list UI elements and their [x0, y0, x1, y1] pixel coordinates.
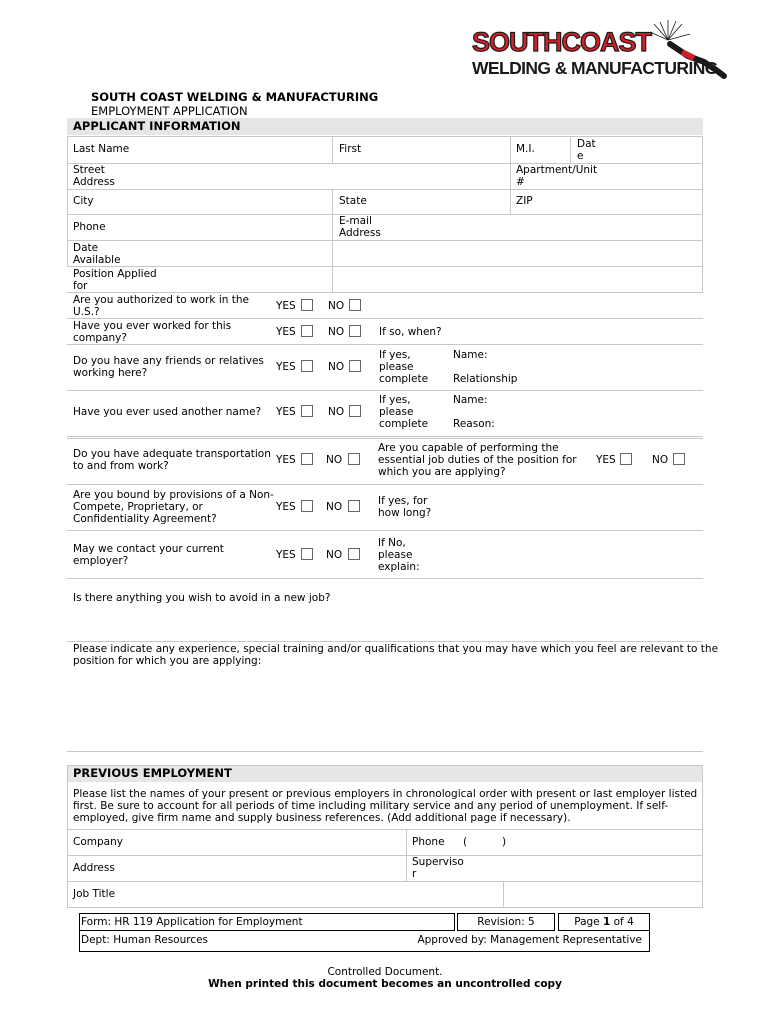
worked-before-no-checkbox[interactable] — [349, 325, 361, 337]
footer-page-suffix: of 4 — [610, 916, 634, 928]
friends-yes-label: YES — [276, 361, 296, 373]
contact-yes-label: YES — [276, 549, 296, 561]
logo-line-1: SOUTHCOAST — [472, 27, 651, 57]
worked-before-yes-checkbox[interactable] — [301, 325, 313, 337]
footer-page — [559, 915, 649, 930]
prev-phone-label: Phone — [412, 836, 445, 848]
footer-page-box — [558, 913, 650, 931]
worked-before-yes-label: YES — [276, 326, 296, 338]
friends-no-label: NO — [328, 361, 345, 373]
company-name: SOUTH COAST WELDING & MANUFACTURING — [91, 90, 379, 104]
friends-question: Do you have any friends or relatives working here? — [73, 355, 264, 379]
if-so-when-label: If so, when? — [379, 326, 442, 338]
worked-before-no-label: NO — [328, 326, 345, 338]
friends-yes-checkbox[interactable] — [301, 360, 313, 372]
prev-address-label: Address — [73, 862, 115, 874]
street-address-label: Street Address — [73, 164, 115, 188]
capable-no-label: NO — [652, 454, 669, 466]
prev-phone-paren-close: ) — [502, 836, 507, 848]
contact-yes-checkbox[interactable] — [301, 548, 313, 560]
friends-name-label: Name: — [453, 349, 488, 361]
middle-initial-label: M.I. — [516, 143, 535, 155]
prev-job-title-label: Job Title — [73, 888, 116, 900]
prev-supervisor-label: Superviso r — [412, 856, 464, 880]
other-name-question: Have you ever used another name? — [73, 406, 262, 418]
other-name-if-yes-label: If yes, please complete — [379, 394, 429, 430]
capable-yes-label: YES — [596, 454, 616, 466]
last-name-label: Last Name — [73, 143, 130, 155]
previous-employment-instructions: Please list the names of your present or previous employers in chronological order with present or last employer listed first. Be sure to account for all periods of time including military service and any period of unemployment. If self- employed, give firm name and supply business references. (Add additional page if necessary). — [73, 788, 698, 824]
footer-dept-box — [79, 931, 650, 952]
zip-label: ZIP — [516, 195, 533, 207]
capable-question: Are you capable of performing the essential job duties of the position for which you are applying? — [378, 442, 577, 478]
footer-revision-box — [457, 913, 555, 931]
controlled-document-notice — [0, 954, 770, 990]
authorized-question: Are you authorized to work in the U.S.? — [73, 294, 249, 318]
email-label: E-mail Address — [339, 215, 381, 239]
other-name-no-label: NO — [328, 406, 345, 418]
state-label: State — [339, 195, 367, 207]
friends-no-checkbox[interactable] — [349, 360, 361, 372]
other-name-no-checkbox[interactable] — [349, 405, 361, 417]
prev-company-label: Company — [73, 836, 123, 848]
friends-if-yes-label: If yes, please complete — [379, 349, 429, 385]
authorized-no-checkbox[interactable] — [349, 299, 361, 311]
experience-question: Please indicate any experience, special training and/or qualifications that you may have which you feel are relevant to the position for which you are applying: — [73, 643, 719, 667]
transport-yes-checkbox[interactable] — [301, 453, 313, 465]
if-no-explain-label: If No, please explain: — [378, 537, 420, 573]
transport-no-checkbox[interactable] — [348, 453, 360, 465]
footer-form-name-box — [79, 913, 455, 931]
date-label: Dat e — [577, 138, 596, 162]
form-title: EMPLOYMENT APPLICATION — [91, 104, 248, 118]
contact-no-label: NO — [326, 549, 343, 561]
logo-line-2: WELDING & MANUFACTURING — [472, 58, 718, 78]
how-long-label: If yes, for how long? — [378, 495, 432, 519]
position-label: Position Applied for — [73, 268, 157, 292]
other-name-name-label: Name: — [453, 394, 488, 406]
noncompete-yes-checkbox[interactable] — [301, 500, 313, 512]
authorized-no-label: NO — [328, 300, 345, 312]
capable-yes-checkbox[interactable] — [620, 453, 632, 465]
phone-label: Phone — [73, 221, 106, 233]
footer-page-number: 1 — [602, 916, 611, 928]
reason-label: Reason: — [453, 418, 495, 430]
applicant-section-title: APPLICANT INFORMATION — [73, 119, 241, 133]
authorized-yes-label: YES — [276, 300, 296, 312]
authorized-yes-checkbox[interactable] — [301, 299, 313, 311]
other-name-yes-label: YES — [276, 406, 296, 418]
applicant-section-header — [67, 118, 703, 135]
date-available-label: Date Available — [73, 242, 121, 266]
controlled-bold: When printed this document becomes an uncontrolled copy — [208, 978, 562, 990]
footer-revision: Revision: 5 — [477, 916, 535, 928]
other-name-yes-checkbox[interactable] — [301, 405, 313, 417]
apartment-label: Apartment/Unit # — [516, 164, 598, 188]
transport-yes-label: YES — [276, 454, 296, 466]
avoid-question: Is there anything you wish to avoid in a new job? — [73, 592, 331, 604]
worked-before-question: Have you ever worked for this company? — [73, 320, 232, 344]
city-label: City — [73, 195, 94, 207]
contact-employer-question: May we contact your current employer? — [73, 543, 224, 567]
footer-approved: Approved by: Management Representative — [417, 934, 642, 946]
footer-page-prefix: Page — [574, 916, 603, 928]
relationship-label: Relationship — [453, 373, 518, 385]
noncompete-no-label: NO — [326, 501, 343, 513]
first-name-label: First — [339, 143, 362, 155]
noncompete-no-checkbox[interactable] — [348, 500, 360, 512]
controlled-prefix: Controlled Document. — [327, 966, 443, 978]
previous-employment-header — [67, 765, 703, 782]
noncompete-question: Are you bound by provisions of a Non- Compete, Proprietary, or Confidentiality Agreement? — [73, 489, 274, 525]
footer-form-name: Form: HR 119 Application for Employment — [81, 916, 303, 928]
transport-question: Do you have adequate transportation to and from work? — [73, 448, 271, 472]
noncompete-yes-label: YES — [276, 501, 296, 513]
prev-phone-paren-open: ( — [463, 836, 468, 848]
footer-dept: Dept: Human Resources — [81, 934, 209, 946]
previous-employment-title: PREVIOUS EMPLOYMENT — [73, 766, 232, 780]
transport-no-label: NO — [326, 454, 343, 466]
contact-no-checkbox[interactable] — [348, 548, 360, 560]
company-logo — [468, 18, 728, 80]
capable-no-checkbox[interactable] — [673, 453, 685, 465]
